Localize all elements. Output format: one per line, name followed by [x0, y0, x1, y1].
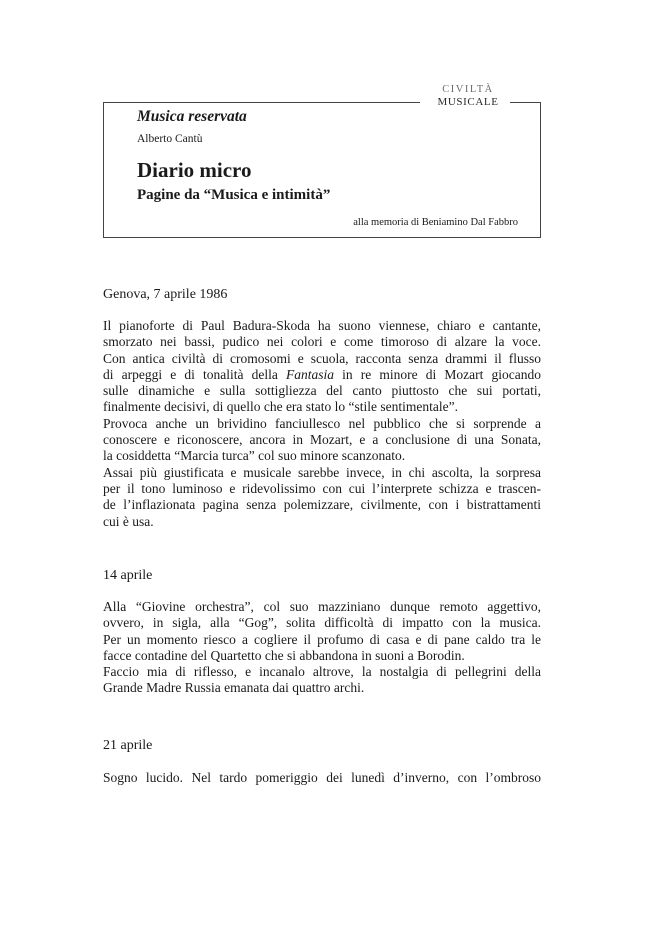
- brand-line-2: MUSICALE: [437, 96, 499, 108]
- header-top-rule-right: [510, 102, 540, 103]
- entry-date-2: 14 aprile: [103, 568, 153, 583]
- entry-1-line-head: di arpeggi e di tonalità della: [103, 366, 286, 382]
- entry-1-line: per il tono luminoso e ridevolissimo con cui l’interprete schizza e trascen-: [103, 480, 541, 496]
- entry-3-line: Sogno lucido. Nel tardo pomeriggio dei lunedì d’inverno, con l’ombroso: [103, 770, 541, 785]
- article-subtitle: Pagine da “Musica e intimità”: [137, 187, 331, 203]
- entry-1-line: Assai più giustificata e musicale sarebbe invece, in chi ascolta, la sorpresa: [103, 464, 541, 480]
- entry-2-line: Faccio mia di riflesso, e incanalo altrove, la nostalgia di pellegrini della: [103, 664, 541, 680]
- entry-1-line: de l’inflazionata pagina senza polemizzare, civilmente, con i bistrattamenti: [103, 497, 541, 513]
- entry-2-line: ovvero, in sigla, alla “Gog”, solita difficoltà di impatto con la musica.: [103, 615, 541, 631]
- article-title: Diario micro: [137, 158, 252, 182]
- italic-work-title: Fantasia: [286, 366, 335, 382]
- entry-1-line-with-italic: [103, 367, 541, 383]
- entry-1-line: finalmente decisivi, di quello che era stato lo “stile sentimentale”.: [103, 399, 459, 415]
- article-header-box: [103, 102, 541, 238]
- entry-1-line: conoscere e riconoscere, ancora in Mozart, e a conclusione di una Sonata,: [103, 432, 541, 448]
- entry-2-line: facce contadine del Quartetto che si abbandona in suoni a Borodin.: [103, 647, 465, 663]
- entry-1-line: sulle dinamiche e sulla sottigliezza del canto piuttosto che sui portati,: [103, 383, 541, 399]
- entry-1-line: cui è usa.: [103, 513, 154, 529]
- entry-paragraph-1: [103, 318, 541, 530]
- entry-1-line: la cosiddetta “Marcia turca” col suo minore scanzonato.: [103, 448, 406, 464]
- header-top-rule-left: [104, 102, 420, 103]
- entry-date-1: Genova, 7 aprile 1986: [103, 287, 228, 302]
- dedication: alla memoria di Beniamino Dal Fabbro: [353, 217, 518, 228]
- entry-paragraph-2: [103, 599, 541, 697]
- entry-2-line: Per un momento riesco a cogliere il profumo di casa e di pane caldo tra le: [103, 631, 541, 647]
- entry-1-line: Il pianoforte di Paul Badura-Skoda ha suono viennese, chiaro e cantante,: [103, 318, 541, 333]
- entry-1-line: Provoca anche un brividino fanciullesco nel pubblico che si sorprende a: [103, 415, 541, 431]
- entry-1-line: smorzato nei bassi, pudico nei colori e come timoroso di alzare la voce.: [103, 334, 541, 350]
- brand-line-1: CIVILTÀ: [442, 84, 494, 95]
- entry-paragraph-3: [103, 770, 541, 786]
- author-name: Alberto Cantù: [137, 133, 203, 145]
- entry-date-3: 21 aprile: [103, 738, 153, 753]
- rubric-title: Musica reservata: [137, 108, 247, 125]
- entry-2-line: Alla “Giovine orchestra”, col suo mazziniano dunque remoto aggettivo,: [103, 599, 541, 614]
- entry-1-line-tail: in re minore di Mozart giocando: [334, 366, 542, 382]
- entry-2-line: Grande Madre Russia emanata dai quattro archi.: [103, 680, 365, 696]
- entry-1-line: Con antica civiltà di cromosomi e scuola, racconta senza drammi il flusso: [103, 350, 541, 366]
